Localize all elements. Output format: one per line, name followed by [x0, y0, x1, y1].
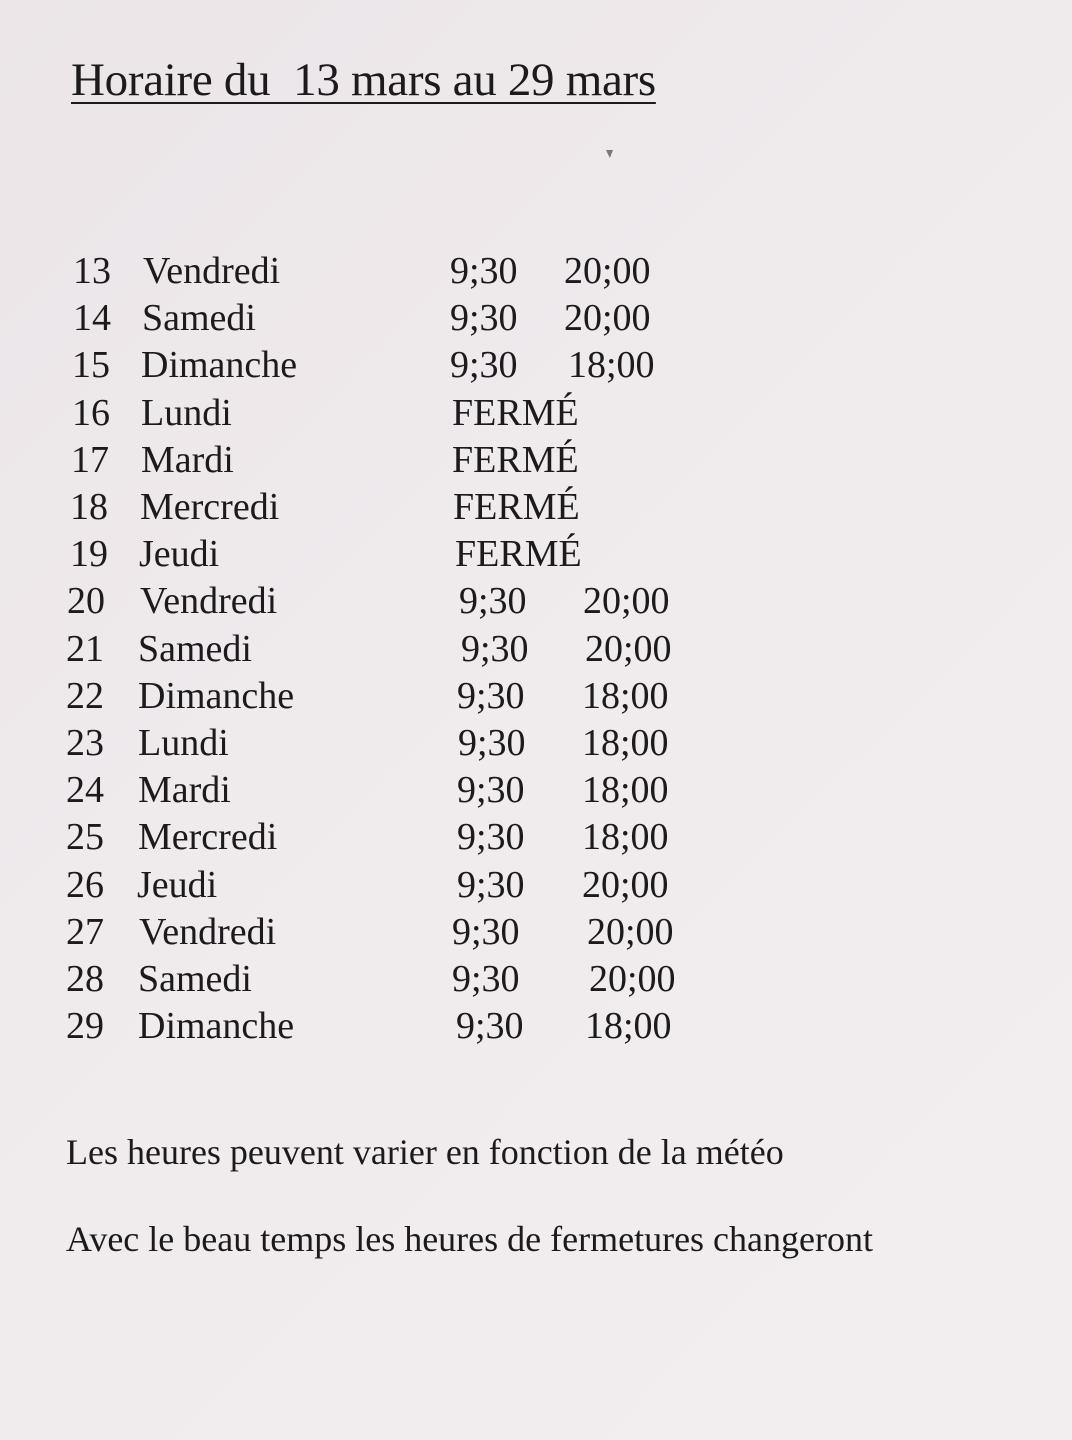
weather-note: Les heures peuvent varier en fonction de la météo	[66, 1132, 784, 1172]
schedule-row	[0, 295, 760, 342]
opening-time: 9;30	[452, 958, 520, 1000]
schedule-row	[0, 578, 760, 625]
paper-speck	[606, 150, 613, 158]
day-name: Mardi	[138, 769, 231, 812]
day-name: Mercredi	[140, 486, 280, 528]
closing-time: 18;00	[582, 674, 669, 717]
day-number: 20	[67, 580, 105, 623]
day-name: Jeudi	[139, 533, 220, 576]
page-title: Horaire du 13 mars au 29 mars	[71, 54, 656, 106]
day-number: 14	[73, 297, 111, 340]
day-number: 18	[70, 486, 108, 528]
closing-time: 18;00	[582, 769, 669, 812]
day-name: Dimanche	[141, 344, 298, 387]
opening-time: 9;30	[457, 769, 525, 812]
closing-time: 18;00	[582, 722, 669, 764]
closing-time: 20;00	[587, 910, 674, 953]
day-number: 29	[66, 1005, 104, 1048]
schedule-row	[0, 767, 760, 814]
day-number: 21	[66, 627, 104, 670]
opening-time: 9;30	[461, 627, 529, 670]
schedule-row	[0, 862, 760, 909]
opening-time: 9;30	[457, 674, 525, 717]
day-number: 19	[70, 533, 108, 576]
opening-time: 9;30	[450, 250, 518, 292]
closing-time: 20;00	[564, 250, 651, 292]
day-number: 22	[66, 674, 104, 717]
opening-time: 9;30	[450, 297, 518, 340]
schedule-row	[0, 248, 760, 295]
closed-status: FERMÉ	[453, 486, 580, 528]
opening-time: 9;30	[457, 863, 525, 906]
closing-time: 20;00	[582, 863, 669, 906]
day-name: Samedi	[142, 297, 256, 340]
closing-time: 18;00	[582, 816, 669, 859]
closing-time: 18;00	[585, 1005, 672, 1048]
day-number: 27	[66, 910, 104, 953]
day-name: Dimanche	[138, 1005, 295, 1048]
closed-status: FERMÉ	[455, 533, 582, 576]
day-name: Jeudi	[137, 863, 218, 906]
schedule-row	[0, 484, 760, 531]
opening-time: 9;30	[452, 910, 520, 953]
day-name: Dimanche	[138, 674, 295, 717]
closing-time: 20;00	[564, 297, 651, 340]
schedule-row	[0, 673, 760, 720]
opening-time: 9;30	[458, 722, 526, 764]
closed-status: FERMÉ	[452, 438, 579, 481]
day-number: 26	[66, 863, 104, 906]
opening-time: 9;30	[456, 1005, 524, 1048]
schedule-row	[0, 814, 760, 861]
schedule-row	[0, 437, 760, 484]
closing-time: 20;00	[585, 627, 672, 670]
day-name: Vendredi	[140, 580, 278, 623]
day-name: Lundi	[141, 391, 232, 434]
schedule-row	[0, 531, 760, 578]
opening-time: 9;30	[450, 344, 518, 387]
schedule-row	[0, 1003, 760, 1050]
day-name: Samedi	[138, 627, 252, 670]
day-number: 24	[66, 769, 104, 812]
day-number: 28	[66, 958, 104, 1000]
closing-note: Avec le beau temps les heures de fermetures changeront	[66, 1219, 873, 1259]
day-name: Vendredi	[139, 910, 277, 953]
day-number: 25	[66, 816, 104, 859]
opening-time: 9;30	[457, 816, 525, 859]
schedule-row	[0, 720, 760, 767]
closing-time: 18;00	[568, 344, 655, 387]
schedule-row	[0, 626, 760, 673]
day-name: Samedi	[138, 958, 252, 1000]
schedule-row	[0, 956, 760, 1003]
closed-status: FERMÉ	[452, 391, 579, 434]
day-name: Mardi	[141, 438, 234, 481]
day-number: 13	[73, 250, 111, 292]
schedule-row	[0, 390, 760, 437]
schedule-row	[0, 909, 760, 956]
day-name: Lundi	[138, 722, 229, 764]
opening-time: 9;30	[459, 580, 527, 623]
day-name: Vendredi	[143, 250, 281, 292]
day-number: 15	[72, 344, 110, 387]
day-number: 23	[66, 722, 104, 764]
closing-time: 20;00	[589, 958, 676, 1000]
schedule-row	[0, 342, 760, 389]
day-number: 16	[72, 391, 110, 434]
day-number: 17	[71, 438, 109, 481]
day-name: Mercredi	[138, 816, 278, 859]
closing-time: 20;00	[583, 580, 670, 623]
